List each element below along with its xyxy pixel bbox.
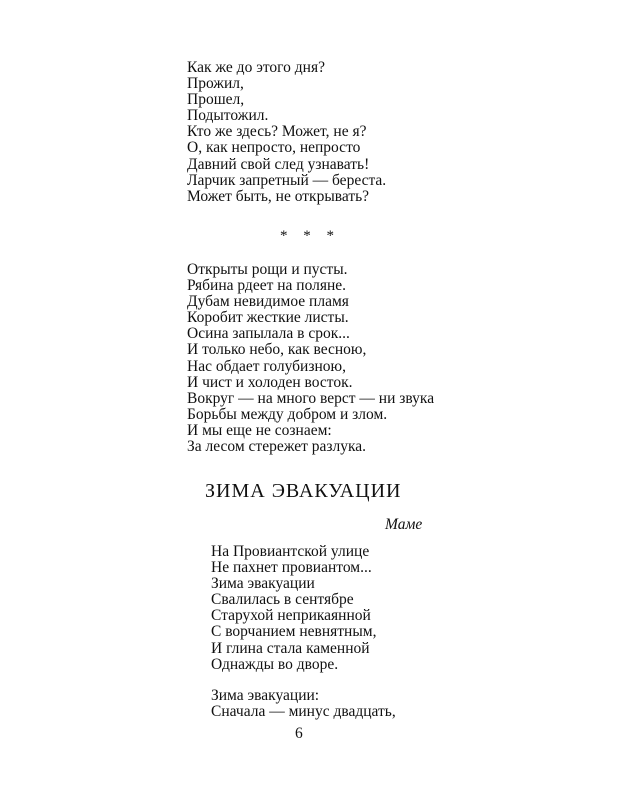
poem-line: Прожил, xyxy=(187,75,244,93)
poem-line: Кто же здесь? Может, не я? xyxy=(187,123,367,141)
dedication: Маме xyxy=(385,516,423,533)
poem-line: Рябина рдеет на поляне. xyxy=(187,277,347,295)
poem-line: И мы еще не сознаем: xyxy=(187,421,332,439)
poem-line: Может быть, не открывать? xyxy=(187,187,370,205)
page-number: 6 xyxy=(295,725,303,742)
poem-line: О, как непросто, непросто xyxy=(187,139,361,157)
poem-line: Вокруг — на много верст — ни звука xyxy=(187,389,435,407)
poem-line: Открыты рощи и пусты. xyxy=(187,261,348,278)
poem-line: Ларчик запретный — береста. xyxy=(187,171,387,189)
poem-line: И только небо, как весною, xyxy=(187,341,367,359)
poem-line: Нас обдает голубизною, xyxy=(187,357,346,375)
section-title: ЗИМА ЭВАКУАЦИИ xyxy=(205,480,402,502)
poem-line: Дубам невидимое пламя xyxy=(187,293,349,311)
poem-line: Борьбы между добром и злом. xyxy=(187,405,388,423)
poem-line: Не пахнет провиантом... xyxy=(211,559,372,577)
poem-3-stanza-2 xyxy=(211,688,396,720)
poem-line: Осина запылала в срок... xyxy=(187,325,350,343)
poem-line: Подытожил. xyxy=(187,107,269,125)
poem-line: За лесом стережет разлука. xyxy=(187,438,367,456)
poem-line: Свалилась в сентябре xyxy=(211,591,354,609)
poem-line: И чист и холоден восток. xyxy=(187,373,353,391)
poem-line: Зима эвакуации: xyxy=(211,687,320,704)
poem-3-stanza-1 xyxy=(211,544,376,673)
poem-1 xyxy=(187,60,386,205)
poem-line: Зима эвакуации xyxy=(211,575,315,593)
poem-line: Старухой неприкаянной xyxy=(211,607,371,625)
poem-2 xyxy=(187,262,434,455)
poem-line: Сначала — минус двадцать, xyxy=(211,703,396,721)
poem-line: С ворчанием невнятным, xyxy=(211,623,377,641)
poem-line: Однажды во дворе. xyxy=(211,655,339,673)
poem-line: Как же до этого дня? xyxy=(187,59,325,76)
poem-line: На Провиантской улице xyxy=(211,543,370,560)
section-separator: * * * xyxy=(280,228,340,244)
poem-line: Коробит жесткие листы. xyxy=(187,309,349,327)
poem-line: И глина стала каменной xyxy=(211,639,370,657)
poem-line: Давний свой след узнавать! xyxy=(187,155,370,173)
poem-line: Прошел, xyxy=(187,91,245,109)
